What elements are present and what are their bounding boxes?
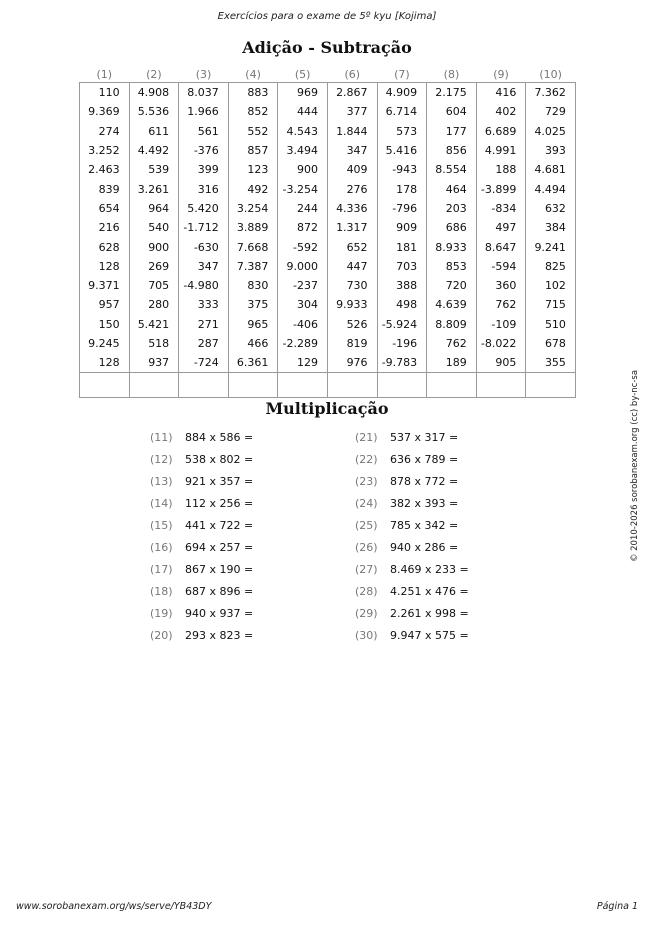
multiplication-item	[150, 606, 320, 628]
number-cell: -9.783	[377, 353, 427, 373]
page-number: Página 1	[596, 901, 638, 912]
number-cell: 360	[476, 276, 526, 295]
exercise-number: (16)	[150, 541, 173, 554]
multiplication-item	[355, 562, 525, 584]
number-cell: 347	[327, 141, 377, 160]
number-cell: 244	[278, 199, 328, 218]
multiplication-item	[150, 496, 320, 518]
number-cell: 957	[80, 295, 130, 314]
number-cell: -3.899	[476, 179, 526, 198]
number-cell: 409	[327, 160, 377, 179]
number-cell: 9.245	[80, 334, 130, 353]
multiplication-item	[150, 452, 320, 474]
exercise-expression: 4.251 x 476 =	[390, 585, 469, 598]
number-cell: 287	[179, 334, 229, 353]
number-cell: 853	[427, 257, 477, 276]
number-cell: 632	[526, 199, 576, 218]
number-cell: -2.289	[278, 334, 328, 353]
exercise-expression: 921 x 357 =	[185, 475, 254, 488]
multiplication-item	[355, 430, 525, 452]
number-cell: 393	[526, 141, 576, 160]
number-cell: 189	[427, 353, 477, 373]
column-label: (4)	[245, 67, 261, 81]
exercise-number: (30)	[355, 629, 378, 642]
number-cell: 129	[278, 353, 328, 373]
table-row	[80, 141, 576, 160]
number-cell: 9.369	[80, 102, 130, 121]
multiplication-title: Multiplicação	[265, 399, 389, 418]
number-cell: 274	[80, 122, 130, 141]
number-cell: 762	[427, 334, 477, 353]
answer-cell[interactable]	[327, 373, 377, 398]
number-cell: 416	[476, 83, 526, 103]
answer-cell[interactable]	[278, 373, 328, 398]
multiplication-item	[150, 628, 320, 650]
number-cell: 304	[278, 295, 328, 314]
number-cell: 388	[377, 276, 427, 295]
number-cell: 6.689	[476, 122, 526, 141]
multiplication-item	[355, 628, 525, 650]
number-cell: 269	[129, 257, 179, 276]
number-cell: 497	[476, 218, 526, 237]
answer-cell[interactable]	[179, 373, 229, 398]
number-cell: 976	[327, 353, 377, 373]
number-cell: 856	[427, 141, 477, 160]
number-cell: 539	[129, 160, 179, 179]
number-cell: 762	[476, 295, 526, 314]
number-cell: 8.809	[427, 315, 477, 334]
exercise-number: (26)	[355, 541, 378, 554]
number-cell: 375	[228, 295, 278, 314]
number-cell: 964	[129, 199, 179, 218]
multiplication-item	[150, 430, 320, 452]
exercise-number: (11)	[150, 431, 173, 444]
number-cell: 883	[228, 83, 278, 103]
multiplication-item	[355, 474, 525, 496]
multiplication-item	[355, 518, 525, 540]
number-cell: 447	[327, 257, 377, 276]
table-row	[80, 122, 576, 141]
multiplication-item	[150, 518, 320, 540]
exercise-number: (12)	[150, 453, 173, 466]
number-cell: 4.543	[278, 122, 328, 141]
exercise-number: (21)	[355, 431, 378, 444]
number-cell: 5.420	[179, 199, 229, 218]
number-cell: 102	[526, 276, 576, 295]
number-cell: 347	[179, 257, 229, 276]
multiplication-item	[355, 584, 525, 606]
number-cell: 8.037	[179, 83, 229, 103]
answer-cell[interactable]	[427, 373, 477, 398]
number-cell: 6.714	[377, 102, 427, 121]
number-cell: 4.639	[427, 295, 477, 314]
number-cell: 9.371	[80, 276, 130, 295]
number-cell: 730	[327, 276, 377, 295]
table-row	[80, 83, 576, 103]
number-cell: 4.025	[526, 122, 576, 141]
exercise-number: (28)	[355, 585, 378, 598]
number-cell: 3.252	[80, 141, 130, 160]
number-cell: 2.175	[427, 83, 477, 103]
exercise-expression: 878 x 772 =	[390, 475, 459, 488]
number-cell: 900	[278, 160, 328, 179]
number-cell: 654	[80, 199, 130, 218]
number-cell: 177	[427, 122, 477, 141]
exercise-expression: 884 x 586 =	[185, 431, 254, 444]
column-label: (10)	[539, 67, 562, 81]
exercise-expression: 2.261 x 998 =	[390, 607, 469, 620]
number-cell: 900	[129, 237, 179, 256]
table-row	[80, 353, 576, 373]
exercise-expression: 694 x 257 =	[185, 541, 254, 554]
table-row	[80, 179, 576, 198]
number-cell: 5.421	[129, 315, 179, 334]
exercise-number: (23)	[355, 475, 378, 488]
multiplication-item	[150, 562, 320, 584]
table-row	[80, 237, 576, 256]
column-label: (1)	[96, 67, 113, 81]
number-cell: -594	[476, 257, 526, 276]
number-cell: -943	[377, 160, 427, 179]
number-cell: 7.362	[526, 83, 576, 103]
number-cell: 2.463	[80, 160, 130, 179]
number-cell: 333	[179, 295, 229, 314]
number-cell: 203	[427, 199, 477, 218]
number-cell: 552	[228, 122, 278, 141]
addition-table-body	[80, 83, 576, 398]
number-cell: 720	[427, 276, 477, 295]
table-row	[80, 257, 576, 276]
number-cell: 9.000	[278, 257, 328, 276]
answer-row[interactable]	[80, 373, 576, 398]
number-cell: 604	[427, 102, 477, 121]
number-cell: 825	[526, 257, 576, 276]
number-cell: 8.647	[476, 237, 526, 256]
number-cell: -834	[476, 199, 526, 218]
exercise-expression: 9.947 x 575 =	[390, 629, 469, 642]
number-cell: 355	[526, 353, 576, 373]
number-cell: 150	[80, 315, 130, 334]
number-cell: 271	[179, 315, 229, 334]
table-row	[80, 315, 576, 334]
number-cell: -376	[179, 141, 229, 160]
number-cell: 492	[228, 179, 278, 198]
number-cell: 498	[377, 295, 427, 314]
number-cell: 628	[80, 237, 130, 256]
number-cell: 839	[80, 179, 130, 198]
table-row	[80, 218, 576, 237]
table-row	[80, 334, 576, 353]
table-row	[80, 160, 576, 179]
number-cell: 9.933	[327, 295, 377, 314]
number-cell: 3.494	[278, 141, 328, 160]
copyright-notice: © 2010-2026 sorobanexam.org (cc) by-nc-sa	[630, 369, 640, 563]
number-cell: 937	[129, 353, 179, 373]
number-cell: 188	[476, 160, 526, 179]
column-label: (5)	[294, 67, 311, 81]
multiplication-item	[150, 584, 320, 606]
number-cell: -5.924	[377, 315, 427, 334]
number-cell: 518	[129, 334, 179, 353]
exercise-expression: 940 x 937 =	[185, 607, 254, 620]
exercise-expression: 112 x 256 =	[185, 497, 254, 510]
number-cell: 181	[377, 237, 427, 256]
number-cell: 466	[228, 334, 278, 353]
exercise-number: (13)	[150, 475, 173, 488]
number-cell: 3.261	[129, 179, 179, 198]
exercise-expression: 293 x 823 =	[185, 629, 254, 642]
exercise-number: (18)	[150, 585, 173, 598]
number-cell: -3.254	[278, 179, 328, 198]
answer-cell[interactable]	[377, 373, 427, 398]
answer-cell[interactable]	[80, 373, 130, 398]
number-cell: 128	[80, 257, 130, 276]
number-cell: 4.908	[129, 83, 179, 103]
page-header: Exercícios para o exame de 5º kyu [Kojima]	[217, 11, 437, 22]
number-cell: 8.933	[427, 237, 477, 256]
number-cell: 5.416	[377, 141, 427, 160]
number-cell: 1.844	[327, 122, 377, 141]
exercise-number: (27)	[355, 563, 378, 576]
number-cell: -8.022	[476, 334, 526, 353]
number-cell: 2.867	[327, 83, 377, 103]
number-cell: 852	[228, 102, 278, 121]
exercise-number: (22)	[355, 453, 378, 466]
column-label: (3)	[195, 67, 212, 81]
number-cell: 686	[427, 218, 477, 237]
number-cell: 216	[80, 218, 130, 237]
number-cell: 402	[476, 102, 526, 121]
exercise-expression: 537 x 317 =	[390, 431, 459, 444]
number-cell: 4.681	[526, 160, 576, 179]
multiplication-item	[355, 452, 525, 474]
multiplication-item	[355, 540, 525, 562]
number-cell: 9.241	[526, 237, 576, 256]
number-cell: 5.536	[129, 102, 179, 121]
addition-title: Adição - Subtração	[242, 38, 412, 57]
number-cell: 965	[228, 315, 278, 334]
exercise-number: (25)	[355, 519, 378, 532]
exercise-expression: 867 x 190 =	[185, 563, 254, 576]
number-cell: 444	[278, 102, 328, 121]
table-row	[80, 102, 576, 121]
number-cell: 4.494	[526, 179, 576, 198]
number-cell: 384	[526, 218, 576, 237]
answer-cell[interactable]	[228, 373, 278, 398]
number-cell: 276	[327, 179, 377, 198]
exercise-expression: 687 x 896 =	[185, 585, 254, 598]
multiplication-item	[355, 606, 525, 628]
exercise-expression: 940 x 286 =	[390, 541, 459, 554]
number-cell: 540	[129, 218, 179, 237]
exercise-expression: 785 x 342 =	[390, 519, 459, 532]
number-cell: 678	[526, 334, 576, 353]
multiplication-item	[150, 474, 320, 496]
number-cell: 178	[377, 179, 427, 198]
column-label: (6)	[344, 67, 361, 81]
number-cell: 280	[129, 295, 179, 314]
number-cell: 316	[179, 179, 229, 198]
table-row	[80, 276, 576, 295]
answer-cell[interactable]	[526, 373, 576, 398]
number-cell: 573	[377, 122, 427, 141]
number-cell: -724	[179, 353, 229, 373]
addition-table	[79, 66, 576, 398]
exercise-number: (14)	[150, 497, 173, 510]
number-cell: 110	[80, 83, 130, 103]
column-label: (7)	[394, 67, 410, 81]
number-cell: 510	[526, 315, 576, 334]
number-cell: 909	[377, 218, 427, 237]
answer-cell[interactable]	[476, 373, 526, 398]
number-cell: 715	[526, 295, 576, 314]
number-cell: -4.980	[179, 276, 229, 295]
multiplication-column-right	[355, 430, 525, 650]
table-row	[80, 295, 576, 314]
number-cell: -1.712	[179, 218, 229, 237]
number-cell: -630	[179, 237, 229, 256]
exercise-expression: 382 x 393 =	[390, 497, 459, 510]
number-cell: -237	[278, 276, 328, 295]
multiplication-item	[150, 540, 320, 562]
number-cell: 464	[427, 179, 477, 198]
number-cell: 969	[278, 83, 328, 103]
exercise-number: (19)	[150, 607, 173, 620]
number-cell: 3.254	[228, 199, 278, 218]
number-cell: 857	[228, 141, 278, 160]
number-cell: -109	[476, 315, 526, 334]
number-cell: 1.966	[179, 102, 229, 121]
answer-cell[interactable]	[129, 373, 179, 398]
exercise-number: (17)	[150, 563, 173, 576]
exercise-expression: 441 x 722 =	[185, 519, 254, 532]
number-cell: 8.554	[427, 160, 477, 179]
number-cell: 4.909	[377, 83, 427, 103]
column-header-row	[80, 66, 576, 83]
exercise-number: (15)	[150, 519, 173, 532]
number-cell: 4.492	[129, 141, 179, 160]
number-cell: 703	[377, 257, 427, 276]
number-cell: 399	[179, 160, 229, 179]
column-label: (2)	[146, 67, 162, 81]
number-cell: 611	[129, 122, 179, 141]
number-cell: 872	[278, 218, 328, 237]
number-cell: 526	[327, 315, 377, 334]
number-cell: 561	[179, 122, 229, 141]
number-cell: -196	[377, 334, 427, 353]
column-label: (8)	[443, 67, 460, 81]
number-cell: 7.387	[228, 257, 278, 276]
number-cell: 4.336	[327, 199, 377, 218]
multiplication-item	[355, 496, 525, 518]
number-cell: 7.668	[228, 237, 278, 256]
exercise-expression: 636 x 789 =	[390, 453, 459, 466]
number-cell: 652	[327, 237, 377, 256]
number-cell: 6.361	[228, 353, 278, 373]
exercise-number: (20)	[150, 629, 173, 642]
number-cell: 128	[80, 353, 130, 373]
column-label: (9)	[493, 67, 509, 81]
number-cell: 3.889	[228, 218, 278, 237]
number-cell: 377	[327, 102, 377, 121]
number-cell: -406	[278, 315, 328, 334]
number-cell: 830	[228, 276, 278, 295]
number-cell: -592	[278, 237, 328, 256]
exercise-expression: 8.469 x 233 =	[390, 563, 469, 576]
number-cell: 4.991	[476, 141, 526, 160]
number-cell: 123	[228, 160, 278, 179]
number-cell: 729	[526, 102, 576, 121]
number-cell: 905	[476, 353, 526, 373]
number-cell: 819	[327, 334, 377, 353]
multiplication-column-left	[150, 430, 320, 650]
exercise-expression: 538 x 802 =	[185, 453, 254, 466]
number-cell: 1.317	[327, 218, 377, 237]
table-row	[80, 199, 576, 218]
number-cell: 705	[129, 276, 179, 295]
exercise-number: (24)	[355, 497, 378, 510]
footer-url: www.sorobanexam.org/ws/serve/YB43DY	[16, 901, 212, 912]
exercise-number: (29)	[355, 607, 378, 620]
number-cell: -796	[377, 199, 427, 218]
